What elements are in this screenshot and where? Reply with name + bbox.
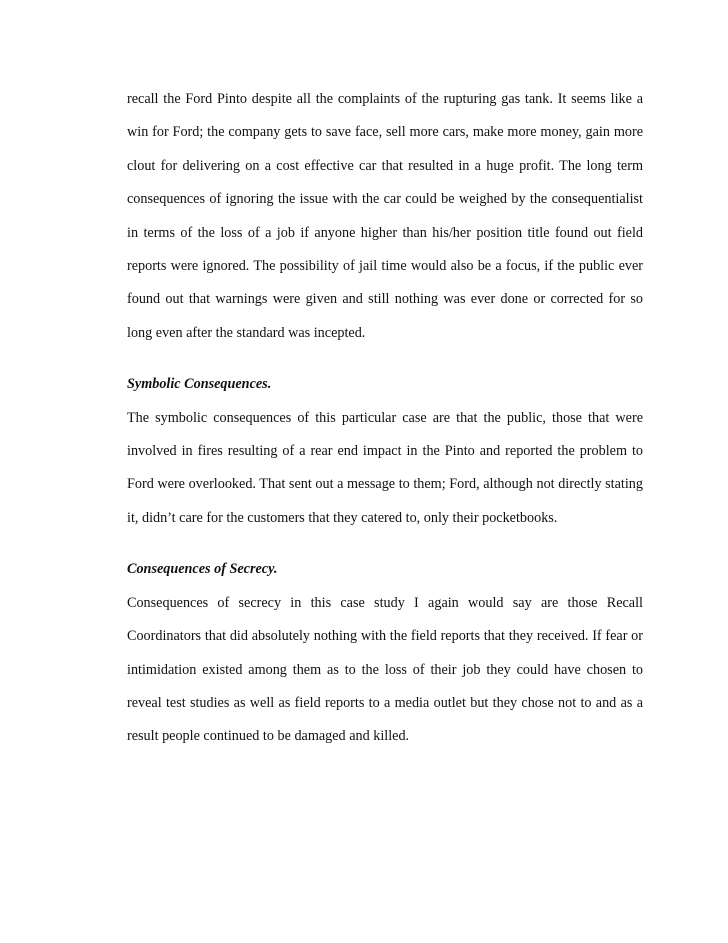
consequences-of-secrecy-heading: Consequences of Secrecy. — [127, 561, 278, 578]
consequences-of-secrecy-section — [127, 553, 643, 753]
symbolic-consequences-paragraph: The symbolic consequences of this particular case are that the public, those that were involved in fires resulting of a rear end impact in the Pinto and reported the problem to Ford were overlooked. That sent out a message to them; Ford, although not directly stating it, didn’t care for the customers that they catered to, only their pocketbooks. — [127, 409, 643, 526]
consequences-of-secrecy-paragraph: Consequences of secrecy in this case study I again would say are those Recall Coordinators that did absolutely nothing with the field reports that they received. If fear or intimidation existed among them as to the loss of their job they could have chosen to reveal test studies as well as field reports to a media outlet but they chose not to and as a result people continued to be damaged and killed. — [127, 594, 643, 745]
symbolic-consequences-section — [127, 368, 643, 535]
symbolic-consequences-heading: Symbolic Consequences. — [127, 376, 272, 393]
intro-paragraph: recall the Ford Pinto despite all the complaints of the rupturing gas tank. It seems like a win for Ford; the company gets to save face, sell more cars, make more money, gain more clout for delivering on a cost effective car that resulted in a huge profit. The long term consequences of ignoring the issue with the car could be weighed by the consequentialist in terms of the loss of a job if anyone higher than his/her position title found out field reports were ignored. The possibility of jail time would also be a focus, if the public ever found out that warnings were given and still nothing was ever done or corrected for so long even after the standard was incepted. — [127, 91, 643, 341]
document-page — [127, 83, 643, 754]
